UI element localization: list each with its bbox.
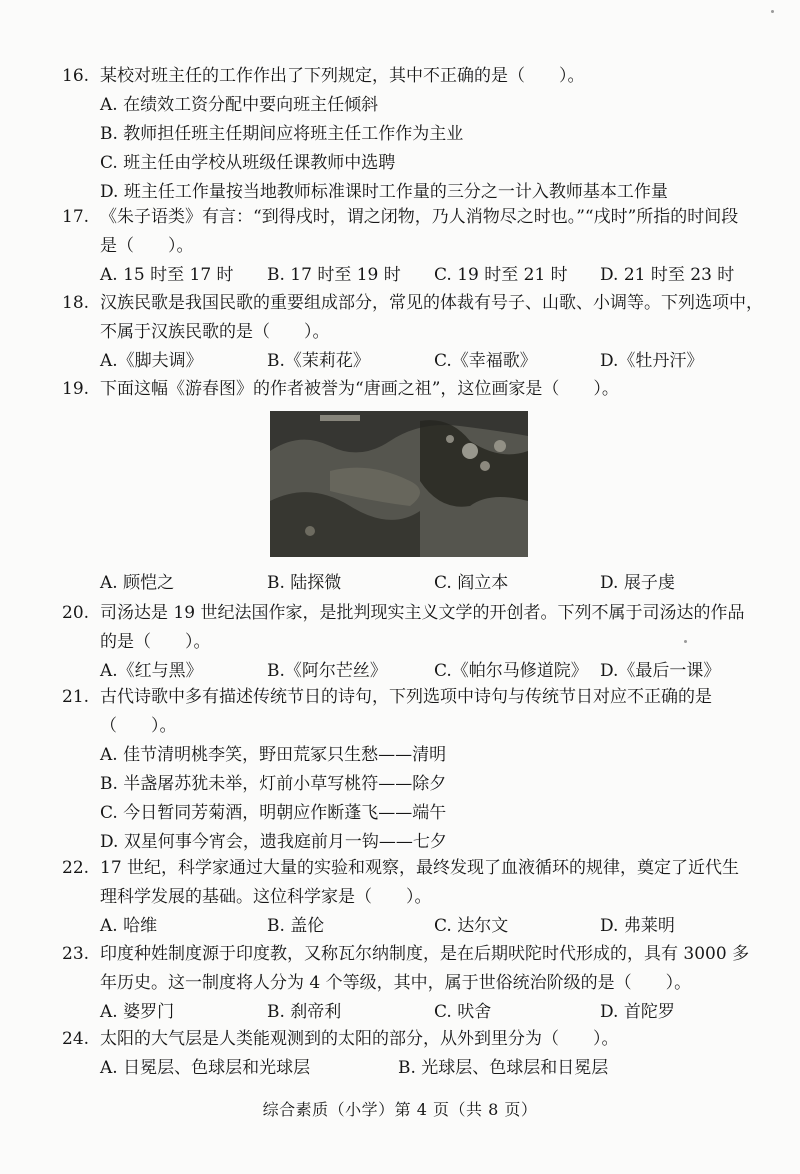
option-c: C. 阎立本: [434, 573, 509, 593]
option-a: A. 在绩效工资分配中要向班主任倾斜: [100, 95, 379, 115]
options-row: [100, 912, 762, 941]
question-stem: 是（ ）。: [100, 236, 194, 256]
scan-speck: [684, 640, 687, 643]
option-a: A. 婆罗门: [100, 1002, 175, 1022]
option-a: A. 15 时至 17 时: [100, 265, 234, 285]
question-number: 23.: [62, 944, 90, 964]
question-stem: 印度种姓制度源于印度教，又称瓦尔纳制度，是在后期吠陀时代形成的，具有 3000 多: [100, 944, 750, 964]
question-stem: 汉族民歌是我国民歌的重要组成部分，常见的体裁有号子、山歌、小调等。下列选项中，: [100, 293, 763, 313]
question-stem: 太阳的大气层是人类能观测到的太阳的部分，从外到里分为（ ）。: [100, 1029, 619, 1049]
option-c: C. 19 时至 21 时: [434, 265, 568, 285]
options-row: [100, 657, 762, 686]
question-number: 24.: [62, 1029, 90, 1049]
question-number: 18.: [62, 293, 90, 313]
painting-image: [270, 411, 528, 557]
question-stem: 的是（ ）。: [100, 632, 211, 652]
question-16: [62, 62, 762, 207]
option-a: A.《红与黑》: [100, 661, 203, 681]
option-c: C. 吠舍: [434, 1002, 492, 1022]
options-row: [100, 261, 762, 290]
question-stem: 17 世纪，科学家通过大量的实验和观察，最终发现了血液循环的规律，奠定了近代生: [100, 858, 740, 878]
question-stem: 司汤达是 19 世纪法国作家，是批判现实主义文学的开创者。下列不属于司汤达的作品: [100, 603, 745, 623]
page-footer: 综合素质（小学）第 4 页（共 8 页）: [262, 1100, 538, 1119]
question-19: [62, 375, 762, 404]
option-d: D. 班主任工作量按当地教师标准课时工作量的三分之一计入教师基本工作量: [100, 182, 668, 202]
question-17: [62, 203, 762, 290]
option-c: C.《帕尔马修道院》: [434, 661, 588, 681]
option-b: B.《茉莉花》: [267, 351, 370, 371]
options-row: [100, 569, 762, 598]
option-c: C. 今日暂同芳菊酒，明朝应作断蓬飞——端午: [100, 803, 447, 823]
question-24: [62, 1025, 762, 1083]
option-d: D. 21 时至 23 时: [600, 265, 735, 285]
option-c: C. 班主任由学校从班级任课教师中选聘: [100, 153, 396, 173]
question-number: 19.: [62, 379, 90, 399]
option-b: B. 刹帝利: [267, 1002, 342, 1022]
option-b: B.《阿尔芒丝》: [267, 661, 387, 681]
question-stem: 《朱子语类》有言：“到得戌时，谓之闭物，乃人消物尽之时也。”“戌时”所指的时间段: [100, 207, 739, 227]
option-d: D. 双星何事今宵会，遗我庭前月一钩——七夕: [100, 832, 447, 852]
question-23: [62, 940, 762, 1027]
option-b: B. 教师担任班主任期间应将班主任工作作为主业: [100, 124, 464, 144]
question-stem: 某校对班主任的工作作出了下列规定，其中不正确的是（ ）。: [100, 66, 585, 86]
question-stem: （ ）。: [100, 716, 177, 736]
question-19-options: [62, 569, 762, 598]
question-stem: 理科学发展的基础。这位科学家是（ ）。: [100, 887, 432, 907]
question-stem: 古代诗歌中多有描述传统节日的诗句，下列选项中诗句与传统节日对应不正确的是: [100, 687, 712, 707]
option-d: D. 展子虔: [600, 573, 675, 593]
landscape-painting-icon: [270, 411, 528, 557]
option-a: A.《脚夫调》: [100, 351, 203, 371]
options-row: [100, 998, 762, 1027]
option-b: B. 17 时至 19 时: [267, 265, 401, 285]
option-d: D. 首陀罗: [600, 1002, 675, 1022]
question-stem: 不属于汉族民歌的是（ ）。: [100, 322, 330, 342]
question-number: 21.: [62, 687, 90, 707]
question-number: 22.: [62, 858, 90, 878]
option-d: D.《牡丹汗》: [600, 351, 704, 371]
option-a: A. 顾恺之: [100, 573, 175, 593]
option-a: A. 佳节清明桃李笑，野田荒冢只生愁——清明: [100, 745, 447, 765]
option-d: D.《最后一课》: [600, 661, 721, 681]
option-b: B. 光球层、色球层和日冕层: [398, 1058, 609, 1078]
options-row: [100, 1054, 762, 1083]
option-d: D. 弗莱明: [600, 916, 675, 936]
question-21: [62, 683, 762, 857]
option-b: B. 盖伦: [267, 916, 325, 936]
option-a: A. 哈维: [100, 916, 158, 936]
question-stem: 年历史。这一制度将人分为 4 个等级，其中，属于世俗统治阶级的是（ ）。: [100, 973, 692, 993]
option-c: C. 达尔文: [434, 916, 509, 936]
question-stem: 下面这幅《游春图》的作者被誉为“唐画之祖”，这位画家是（ ）。: [100, 379, 619, 399]
question-number: 17.: [62, 207, 90, 227]
options-row: [100, 347, 762, 376]
question-22: [62, 854, 762, 941]
question-20: [62, 599, 762, 686]
question-number: 16.: [62, 66, 90, 86]
option-c: C.《幸福歌》: [434, 351, 537, 371]
option-b: B. 陆探微: [267, 573, 342, 593]
scan-speck: [771, 10, 774, 13]
question-number: 20.: [62, 603, 90, 623]
option-a: A. 日冕层、色球层和光球层: [100, 1058, 311, 1078]
question-18: [62, 289, 762, 376]
option-b: B. 半盏屠苏犹未举，灯前小草写桃符——除夕: [100, 774, 447, 794]
